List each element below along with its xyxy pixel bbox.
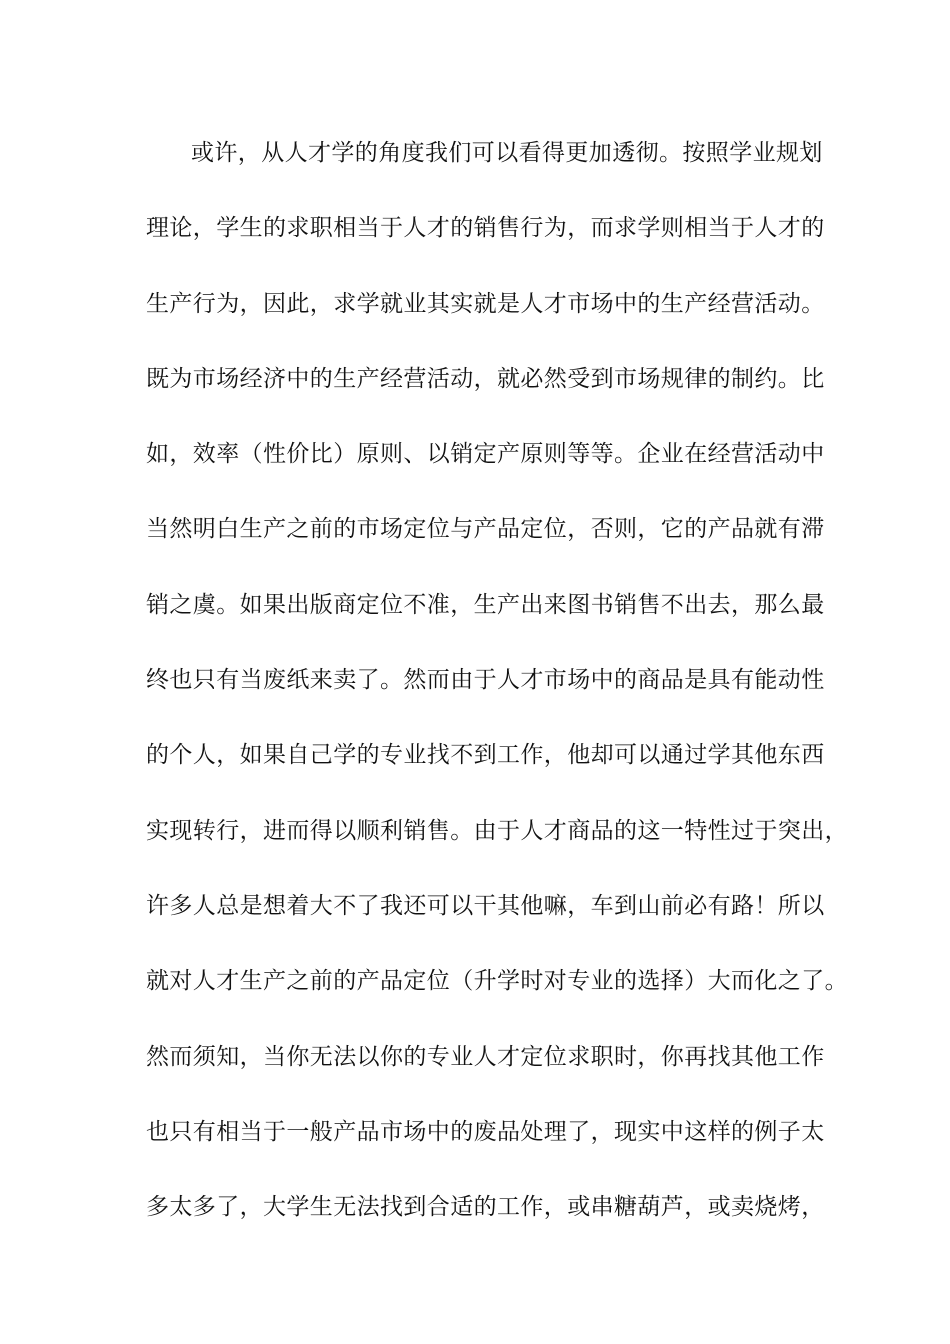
text-line: 多太多了，大学生无法找到合适的工作，或串糖葫芦，或卖烧烤， [146,1194,825,1221]
text-line: 既为市场经济中的生产经营活动，就必然受到市场规律的制约。比 [146,365,825,392]
text-line: 如，效率（性价比）原则、以销定产原则等等。企业在经营活动中 [146,441,825,468]
text-line: 或许，从人才学的角度我们可以看得更加透彻。按照学业规划 [191,140,823,166]
text-line: 也只有相当于一般产品市场中的废品处理了，现实中这样的例子太 [146,1118,825,1145]
text-line: 就对人才生产之前的产品定位（升学时对专业的选择）大而化之了。 [146,968,848,995]
text-line: 理论，学生的求职相当于人才的销售行为，而求学则相当于人才的 [146,215,825,242]
text-line: 终也只有当废纸来卖了。然而由于人才市场中的商品是具有能动性 [146,667,825,694]
text-line: 销之虞。如果出版商定位不准，生产出来图书销售不出去，那么最 [146,591,825,618]
text-line: 然而须知，当你无法以你的专业人才定位求职时，你再找其他工作 [146,1043,825,1070]
text-line: 生产行为，因此，求学就业其实就是人才市场中的生产经营活动。 [146,290,825,317]
text-line: 当然明白生产之前的市场定位与产品定位，否则，它的产品就有滞 [146,516,825,543]
text-line: 的个人，如果自己学的专业找不到工作，他却可以通过学其他东西 [146,742,825,769]
text-line: 实现转行，进而得以顺利销售。由于人才商品的这一特性过于突出， [146,817,848,844]
paragraph [146,133,848,1262]
text-line: 许多人总是想着大不了我还可以干其他嘛，车到山前必有路！所以 [146,892,825,919]
